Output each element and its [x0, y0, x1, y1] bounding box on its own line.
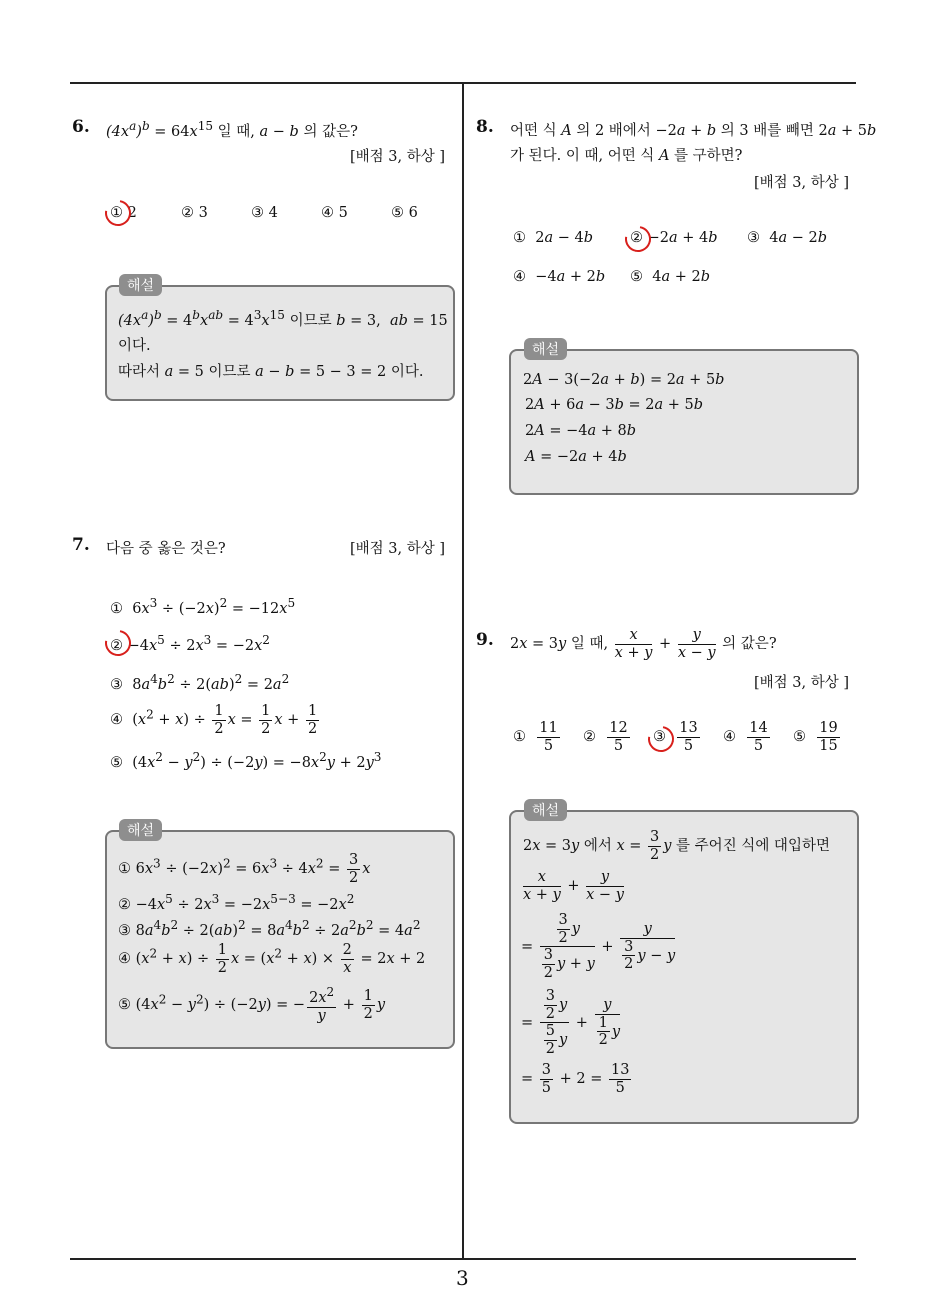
q6-option-4[interactable]: ④ 5	[321, 205, 348, 221]
q7-solution-line-3: ③ $8a^4b^2 \div 2(ab)^2 = 8a^4b^2 \div 2a^2b^2 = 4a^2$	[118, 918, 421, 939]
q9-option-3[interactable]: ③ $\frac{13}{5}$	[653, 720, 698, 754]
q7-option-5[interactable]: ⑤ $(4x^2 - y^2) \div (-2y) = -8x^2y + 2y^3$	[110, 750, 382, 771]
q9-option-2[interactable]: ② $\frac{12}{5}$	[583, 720, 628, 754]
question-9-stem: 2x = 3y 일 때, $\frac{x}{x + y}$ + $\frac{y}{x - y}$ 의 값은?	[510, 627, 777, 661]
q9-solution-line-3: = $\frac{3}{2}$ y $\frac{3}{2}$ y + y + y $\frac{3}{2}$ y − y	[521, 912, 676, 982]
q6-solution-line-2: 이다.	[118, 338, 151, 354]
q7-option-1[interactable]: ① $6x^3 \div (-2x)^2 = -12x^5$	[110, 596, 296, 617]
q9-option-5[interactable]: ⑤ $\frac{19}{15}$	[793, 720, 838, 754]
q7-answer-mark	[100, 625, 136, 661]
q6-option-3[interactable]: ③ 4	[251, 205, 278, 221]
q6-option-5[interactable]: ⑤ 6	[391, 205, 418, 221]
q8-option-4[interactable]: ④ −4a + 2b	[513, 269, 606, 285]
question-8-points: [배점 3, 하상 ]	[754, 175, 850, 191]
q7-solution-line-4: ④ $(x^2 + x)$ ÷ $\frac{1}{2}$ $x = (x^2 + x)$ × $\frac{2}{x}$ = 2x + 2	[118, 942, 426, 976]
q6-option-2[interactable]: ② 3	[181, 205, 208, 221]
q8-solution-box	[509, 349, 859, 495]
q8-solution-line-3: 2A = −4a + 8b	[525, 423, 637, 439]
q7-option-2[interactable]: ② $-4x^5 \div 2x^3 = -2x^2$	[110, 633, 270, 654]
q7-option-4[interactable]: ④ $(x^2 + x)$ ÷ $\frac{1}{2}$ x = $\frac{1}{2}$ x + $\frac{1}{2}$	[110, 703, 318, 737]
q6-answer-mark	[100, 195, 136, 231]
q8-solution-line-1: 2A − 3(−2a + b) = 2a + 5b	[523, 372, 725, 388]
q9-solution-label: 해설	[524, 799, 567, 821]
q8-option-1[interactable]: ① 2a − 4b	[513, 230, 593, 246]
q7-solution-line-2: ② $-4x^5 \div 2x^3 = -2x^{5-3} = -2x^2$	[118, 892, 355, 913]
question-8-stem-line-2: 가 된다. 이 때, 어떤 식 A 를 구하면?	[510, 148, 743, 164]
q6-solution-line-3: 따라서 a = 5 이므로 a − b = 5 − 3 = 2 이다.	[118, 364, 424, 380]
q8-answer-mark	[620, 221, 656, 257]
q9-solution-line-5: = $\frac{3}{5}$ + 2 = $\frac{13}{5}$	[521, 1062, 630, 1096]
question-8-number: 8.	[476, 117, 494, 137]
bottom-rule	[70, 1258, 856, 1260]
question-6-points: [배점 3, 하상 ]	[350, 149, 446, 165]
q6-solution-line-1: $(4x^a)^b = 4^bx^{ab} = 4^3x^{15}$ 이므로 b = 3, ab = 15	[118, 308, 448, 329]
page-number: 3	[456, 1266, 469, 1290]
question-9-points: [배점 3, 하상 ]	[754, 675, 850, 691]
q8-option-3[interactable]: ③ 4a − 2b	[747, 230, 827, 246]
q7-option-3[interactable]: ③ $8a^4b^2 \div 2(ab)^2 = 2a^2$	[110, 672, 290, 693]
q9-option-1[interactable]: ① $\frac{11}{5}$	[513, 720, 558, 754]
q7-solution-line-5: ⑤ $(4x^2 - y^2) \div (-2y)$ = − $\frac{2x^2}{y}$ + $\frac{1}{2}$ y	[118, 985, 386, 1024]
q9-solution-line-2: $\frac{x}{x + y}$ + $\frac{y}{x - y}$	[523, 869, 624, 903]
q9-solution-line-4: = $\frac{3}{2}$ y $\frac{5}{2}$ y + y $\frac{1}{2}$ y	[521, 988, 621, 1058]
question-7-points: [배점 3, 하상 ]	[350, 541, 446, 557]
q8-option-5[interactable]: ⑤ 4a + 2b	[630, 269, 710, 285]
q9-solution-line-1: 2x = 3y 에서 x = $\frac{3}{2}$ y 를 주어진 식에 대입하면	[523, 829, 830, 863]
question-8-stem-line-1: 어떤 식 A 의 2 배에서 −2a + b 의 3 배를 빼면 2a + 5b	[510, 123, 877, 139]
question-7-number: 7.	[72, 535, 90, 555]
q6-solution-box	[105, 285, 455, 401]
q6-solution-label: 해설	[119, 274, 162, 296]
question-9-number: 9.	[476, 630, 494, 650]
question-7-stem: 다음 중 옳은 것은?	[106, 541, 226, 557]
question-6-number: 6.	[72, 117, 90, 137]
column-divider	[462, 83, 464, 1259]
q9-option-4[interactable]: ④ $\frac{14}{5}$	[723, 720, 768, 754]
q8-solution-line-2: 2A + 6a − 3b = 2a + 5b	[525, 397, 703, 413]
question-6-stem: $(4x^a)^b = 64x^{15}$ 일 때, a − b 의 값은?	[106, 119, 358, 140]
q7-solution-label: 해설	[119, 819, 162, 841]
q8-solution-label: 해설	[524, 338, 567, 360]
q6-option-1[interactable]: ① 2	[110, 205, 137, 221]
q8-option-2[interactable]: ② −2a + 4b	[630, 230, 718, 246]
q8-solution-line-4: A = −2a + 4b	[525, 449, 627, 465]
q7-solution-line-1: ① $6x^3 \div (-2x)^2 = 6x^3 \div 4x^2$ = $\frac{3}{2}$ x	[118, 852, 371, 886]
